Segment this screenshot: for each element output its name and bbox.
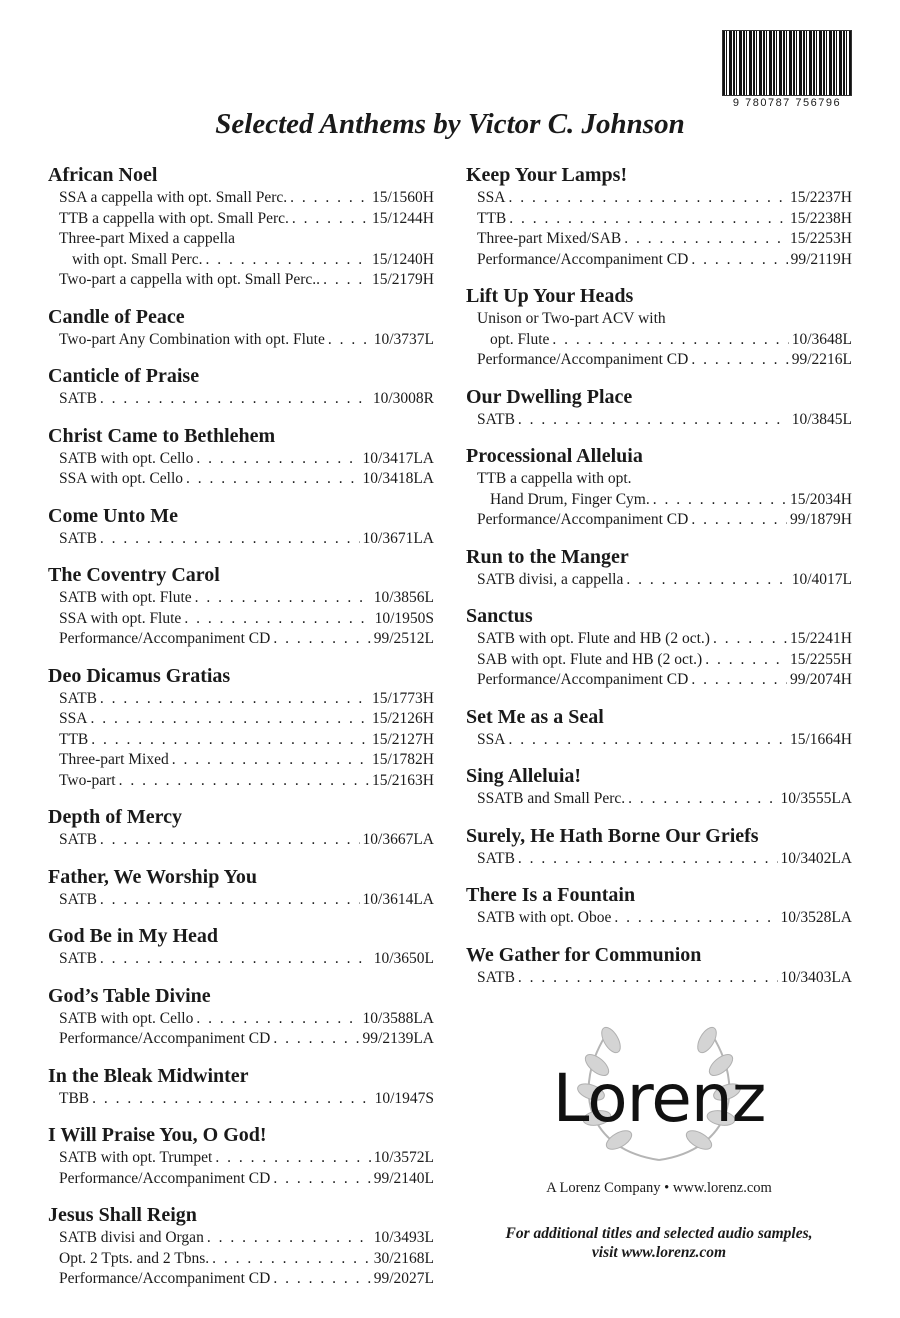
edition-voicing: Three-part Mixed/SAB [477, 230, 622, 247]
edition-row [466, 490, 852, 511]
anthem-group [466, 603, 852, 691]
edition-voicing: SSA with opt. Cello [59, 470, 184, 487]
edition-row [466, 209, 852, 230]
anthem-title: We Gather for Communion [466, 943, 702, 966]
anthem-group [48, 562, 434, 650]
edition-voicing: Three-part Mixed [59, 751, 169, 768]
product-code: 10/3650L [373, 950, 434, 967]
edition-voicing: SSA with opt. Flute [59, 609, 182, 627]
product-code: 15/2253H [790, 230, 852, 247]
edition-voicing: SATB [59, 890, 97, 908]
edition-row [48, 270, 434, 291]
lorenz-wordmark: Lorenz [552, 1060, 766, 1137]
edition-voicing: SATB with opt. Flute and HB (2 oct.) [477, 630, 710, 647]
product-code: 15/2237H [790, 189, 852, 206]
edition-row [48, 1228, 434, 1249]
edition-voicing: SATB [59, 831, 97, 848]
product-code: 15/2238H [790, 209, 852, 227]
anthem-title: Christ Came to Bethlehem [48, 424, 276, 447]
product-code: 15/1782H [372, 751, 434, 768]
dot-leader [653, 490, 787, 511]
dot-leader [691, 670, 787, 691]
edition-row [466, 410, 852, 431]
anthem-title: In the Bleak Midwinter [48, 1064, 249, 1087]
anthem-group [466, 384, 852, 431]
anthem-title: The Coventry Carol [48, 564, 220, 586]
dot-leader [205, 250, 369, 271]
product-code: 10/3648L [791, 330, 852, 348]
edition-voicing: Performance/Accompaniment CD [477, 511, 689, 528]
dot-leader [691, 350, 788, 371]
dot-leader [273, 1029, 359, 1050]
dot-leader [614, 908, 777, 929]
edition-voicing: Two-part [59, 771, 116, 789]
barcode-bars [722, 30, 852, 96]
anthem-group [48, 663, 434, 792]
edition-row [48, 330, 434, 351]
product-code: 10/3845L [791, 410, 852, 428]
dot-leader [705, 650, 787, 671]
edition-voicing: Performance/Accompaniment CD [59, 1169, 271, 1187]
anthem-title: Processional Alleluia [466, 445, 643, 467]
edition-voicing: Unison or Two-part ACV with [477, 310, 666, 327]
dot-leader [691, 510, 787, 531]
edition-row [466, 250, 852, 271]
anthem-title: Depth of Mercy [48, 806, 183, 828]
product-code: 99/2119H [790, 250, 852, 268]
anthem-group [48, 923, 434, 970]
anthem-group [48, 983, 434, 1050]
anthem-title: Lift Up Your Heads [466, 285, 634, 307]
edition-voicing: with opt. Small Perc. [72, 250, 203, 268]
dot-leader [518, 968, 778, 989]
product-code: 15/1244H [372, 209, 434, 227]
edition-row [48, 890, 434, 911]
product-code: 30/2168L [373, 1249, 434, 1267]
product-code: 99/1879H [790, 511, 852, 528]
anthem-title: Jesus Shall Reign [48, 1204, 197, 1226]
anthem-group [466, 942, 852, 989]
anthem-group [48, 423, 434, 490]
dot-leader [100, 389, 370, 410]
edition-voicing: Two-part Any Combination with opt. Flute [59, 330, 325, 348]
barcode-digits: 9 780787 756796 [732, 97, 842, 109]
anthem-group [48, 1063, 434, 1110]
edition-row [466, 629, 852, 650]
edition-row [48, 629, 434, 650]
product-code: 10/3403LA [780, 968, 852, 986]
edition-row [466, 229, 852, 250]
anthem-title: Sanctus [466, 605, 533, 627]
product-code: 15/2255H [790, 650, 852, 668]
edition-voicing: SAB with opt. Flute and HB (2 oct.) [477, 650, 703, 668]
anthem-group [48, 1202, 434, 1290]
product-code: 15/1560H [372, 189, 434, 206]
edition-row [48, 1148, 434, 1169]
edition-row [48, 830, 434, 851]
product-code: 99/2512L [373, 630, 434, 647]
edition-voicing: TTB a cappella with opt. [477, 470, 632, 487]
anthem-group [48, 804, 434, 851]
product-code: 10/3671LA [362, 529, 434, 547]
edition-voicing: TBB [59, 1089, 90, 1107]
edition-row [48, 1269, 434, 1290]
edition-row [466, 330, 852, 351]
dot-leader [100, 949, 371, 970]
dot-leader [518, 410, 789, 431]
product-code: 10/3528LA [780, 909, 852, 926]
product-code: 15/1773H [372, 689, 434, 707]
product-code: 15/2179H [372, 271, 434, 288]
edition-row [48, 229, 434, 250]
edition-voicing: SATB with opt. Cello [59, 449, 194, 467]
edition-row [48, 529, 434, 550]
anthem-group [48, 363, 434, 410]
edition-voicing: Performance/Accompaniment CD [477, 351, 689, 368]
product-code: 99/2140L [373, 1169, 434, 1187]
left-column [48, 162, 434, 1303]
edition-row [48, 1089, 434, 1110]
product-code: 99/2074H [790, 671, 852, 688]
edition-voicing: Performance/Accompaniment CD [477, 250, 689, 268]
edition-voicing: SATB with opt. Flute [59, 589, 192, 606]
anthem-title: There Is a Fountain [466, 884, 636, 906]
anthem-group [48, 864, 434, 911]
edition-row [48, 1249, 434, 1270]
dot-leader [292, 209, 369, 230]
edition-voicing: SATB [477, 849, 515, 867]
dot-leader [91, 730, 369, 751]
edition-row [48, 1029, 434, 1050]
dot-leader [628, 789, 777, 810]
product-code: 10/3417LA [362, 449, 434, 467]
edition-row [48, 209, 434, 230]
right-column [466, 162, 852, 1001]
edition-voicing: SATB with opt. Oboe [477, 909, 612, 926]
anthem-title: Set Me as a Seal [466, 705, 604, 728]
product-code: 99/2216L [791, 351, 852, 368]
dot-leader [100, 830, 360, 851]
product-code: 15/2163H [372, 771, 434, 789]
product-code: 15/2127H [372, 730, 434, 748]
dot-leader [215, 1148, 370, 1169]
dot-leader [713, 629, 787, 650]
edition-row [466, 849, 852, 870]
anthem-title: Surely, He Hath Borne Our Griefs [466, 824, 759, 847]
edition-voicing: Two-part a cappella with opt. Small Perc.. [59, 271, 321, 288]
edition-voicing: SATB with opt. Trumpet [59, 1149, 213, 1166]
product-code: 10/3008R [372, 390, 434, 407]
edition-voicing: Three-part Mixed a cappella [59, 230, 236, 247]
edition-voicing: SSA a cappella with opt. Small Perc. [59, 189, 288, 206]
edition-row [48, 389, 434, 410]
dot-leader [691, 250, 787, 271]
edition-row [48, 469, 434, 490]
dot-leader [196, 449, 359, 470]
edition-row [466, 510, 852, 531]
product-code: 10/3614LA [362, 890, 434, 908]
edition-voicing: SSA [59, 710, 88, 727]
dot-leader [184, 609, 371, 630]
edition-voicing: Performance/Accompaniment CD [477, 671, 689, 688]
dot-leader [92, 1089, 371, 1110]
edition-voicing: SSATB and Small Perc. [477, 790, 626, 807]
product-code: 15/1240H [372, 250, 434, 268]
edition-voicing: SATB [59, 529, 97, 547]
product-code: 10/3402LA [780, 849, 852, 867]
edition-row [48, 1169, 434, 1190]
edition-row [48, 689, 434, 710]
edition-voicing: SATB [59, 689, 97, 707]
dot-leader [100, 529, 360, 550]
dot-leader [273, 1169, 370, 1190]
product-code: 10/4017L [791, 570, 852, 588]
edition-voicing: Performance/Accompaniment CD [59, 1030, 271, 1047]
edition-voicing: TTB a cappella with opt. Small Perc. [59, 209, 289, 227]
anthem-group [48, 1122, 434, 1189]
anthem-group [466, 763, 852, 810]
product-code: 15/1664H [790, 730, 852, 748]
dot-leader [518, 849, 778, 870]
dot-leader [323, 270, 369, 291]
product-code: 99/2027L [373, 1270, 434, 1287]
product-code: 15/2241H [790, 630, 852, 647]
anthem-title: Canticle of Praise [48, 365, 200, 387]
product-code: 10/3555LA [780, 790, 852, 807]
dot-leader [509, 209, 787, 230]
anthem-group [466, 443, 852, 531]
company-line: A Lorenz Company • www.lorenz.com [546, 1180, 772, 1196]
product-code: 15/2126H [372, 710, 434, 727]
anthem-group [48, 162, 434, 291]
anthem-title: Come Unto Me [48, 504, 178, 527]
anthem-group [48, 304, 434, 351]
anthem-title: Father, We Worship You [48, 865, 257, 888]
edition-voicing: SATB divisi and Organ [59, 1229, 204, 1246]
product-code: 10/1947S [374, 1089, 434, 1107]
edition-row [48, 588, 434, 609]
product-code: 99/2139LA [362, 1030, 434, 1047]
edition-voicing: SSA [477, 189, 506, 206]
dot-leader [207, 1228, 371, 1249]
anthem-group [466, 704, 852, 751]
anthem-title: I Will Praise You, O God! [48, 1124, 267, 1146]
anthem-group [466, 162, 852, 270]
edition-voicing: SATB divisi, a cappella [477, 570, 624, 588]
edition-voicing: Performance/Accompaniment CD [59, 1270, 271, 1287]
anthem-title: God Be in My Head [48, 925, 219, 947]
dot-leader [290, 188, 369, 209]
edition-voicing: Hand Drum, Finger Cym. [490, 490, 650, 508]
anthem-title: African Noel [48, 164, 158, 186]
product-code: 15/2034H [790, 490, 852, 508]
edition-voicing: TTB [477, 209, 507, 227]
edition-row [48, 188, 434, 209]
anthem-title: Our Dwelling Place [466, 385, 633, 408]
anthem-title: Deo Dicamus Gratias [48, 664, 231, 687]
dot-leader [90, 709, 369, 730]
dot-leader [100, 689, 369, 710]
product-code: 10/3856L [373, 589, 434, 606]
edition-voicing: TTB [59, 730, 89, 748]
dot-leader [196, 1009, 359, 1030]
anthem-title: Sing Alleluia! [466, 765, 582, 787]
edition-row [466, 309, 852, 330]
anthem-group [466, 544, 852, 591]
dot-leader [508, 188, 787, 209]
edition-row [466, 350, 852, 371]
dot-leader [100, 890, 360, 911]
footer-note [466, 1224, 852, 1262]
edition-voicing: SATB [59, 950, 97, 967]
anthem-title: God’s Table Divine [48, 984, 211, 1007]
anthem-title: Candle of Peace [48, 305, 185, 328]
dot-leader [212, 1249, 371, 1270]
edition-voicing: SATB with opt. Cello [59, 1009, 194, 1027]
anthem-title: Run to the Manger [466, 545, 629, 568]
edition-row [466, 670, 852, 691]
anthem-group [466, 823, 852, 870]
dot-leader [626, 570, 788, 591]
edition-row [48, 609, 434, 630]
edition-row [48, 1009, 434, 1030]
product-code: 10/3572L [373, 1149, 434, 1166]
dot-leader [273, 1269, 370, 1290]
dot-leader [195, 588, 371, 609]
edition-voicing: opt. Flute [490, 330, 550, 348]
dot-leader [119, 771, 369, 792]
dot-leader [508, 730, 787, 751]
edition-voicing: SATB [477, 968, 515, 986]
edition-row [466, 908, 852, 929]
edition-voicing: SATB [477, 410, 515, 428]
product-code: 10/3588LA [362, 1009, 434, 1027]
edition-row [466, 469, 852, 490]
footer-line-2: visit www.lorenz.com [591, 1244, 727, 1261]
lorenz-logo [466, 1010, 852, 1196]
edition-voicing: Performance/Accompaniment CD [59, 630, 271, 647]
edition-row [48, 949, 434, 970]
dot-leader [552, 330, 788, 351]
edition-voicing: SATB [59, 390, 97, 407]
dot-leader [328, 330, 371, 351]
dot-leader [172, 750, 369, 771]
anthem-group [466, 882, 852, 929]
edition-row [48, 750, 434, 771]
edition-row [48, 730, 434, 751]
page-title: Selected Anthems by Victor C. Johnson [215, 108, 685, 140]
edition-row [48, 449, 434, 470]
product-code: 10/3418LA [362, 470, 434, 487]
edition-row [466, 570, 852, 591]
edition-row [466, 730, 852, 751]
edition-row [48, 771, 434, 792]
edition-row [466, 650, 852, 671]
edition-row [48, 250, 434, 271]
footer-line-1: For additional titles and selected audio samples, [505, 1225, 813, 1242]
edition-row [466, 188, 852, 209]
product-code: 10/1950S [374, 609, 434, 627]
edition-row [48, 709, 434, 730]
dot-leader [186, 469, 360, 490]
anthem-group [466, 283, 852, 371]
edition-voicing: Opt. 2 Tpts. and 2 Tbns. [59, 1249, 210, 1267]
dot-leader [273, 629, 370, 650]
anthem-title: Keep Your Lamps! [466, 164, 628, 186]
product-code: 10/3667LA [362, 831, 434, 848]
edition-voicing: SSA [477, 730, 506, 748]
anthem-group [48, 503, 434, 550]
barcode [722, 30, 852, 109]
dot-leader [624, 229, 787, 250]
edition-row [466, 968, 852, 989]
product-code: 10/3493L [373, 1229, 434, 1246]
edition-row [466, 789, 852, 810]
product-code: 10/3737L [373, 330, 434, 348]
